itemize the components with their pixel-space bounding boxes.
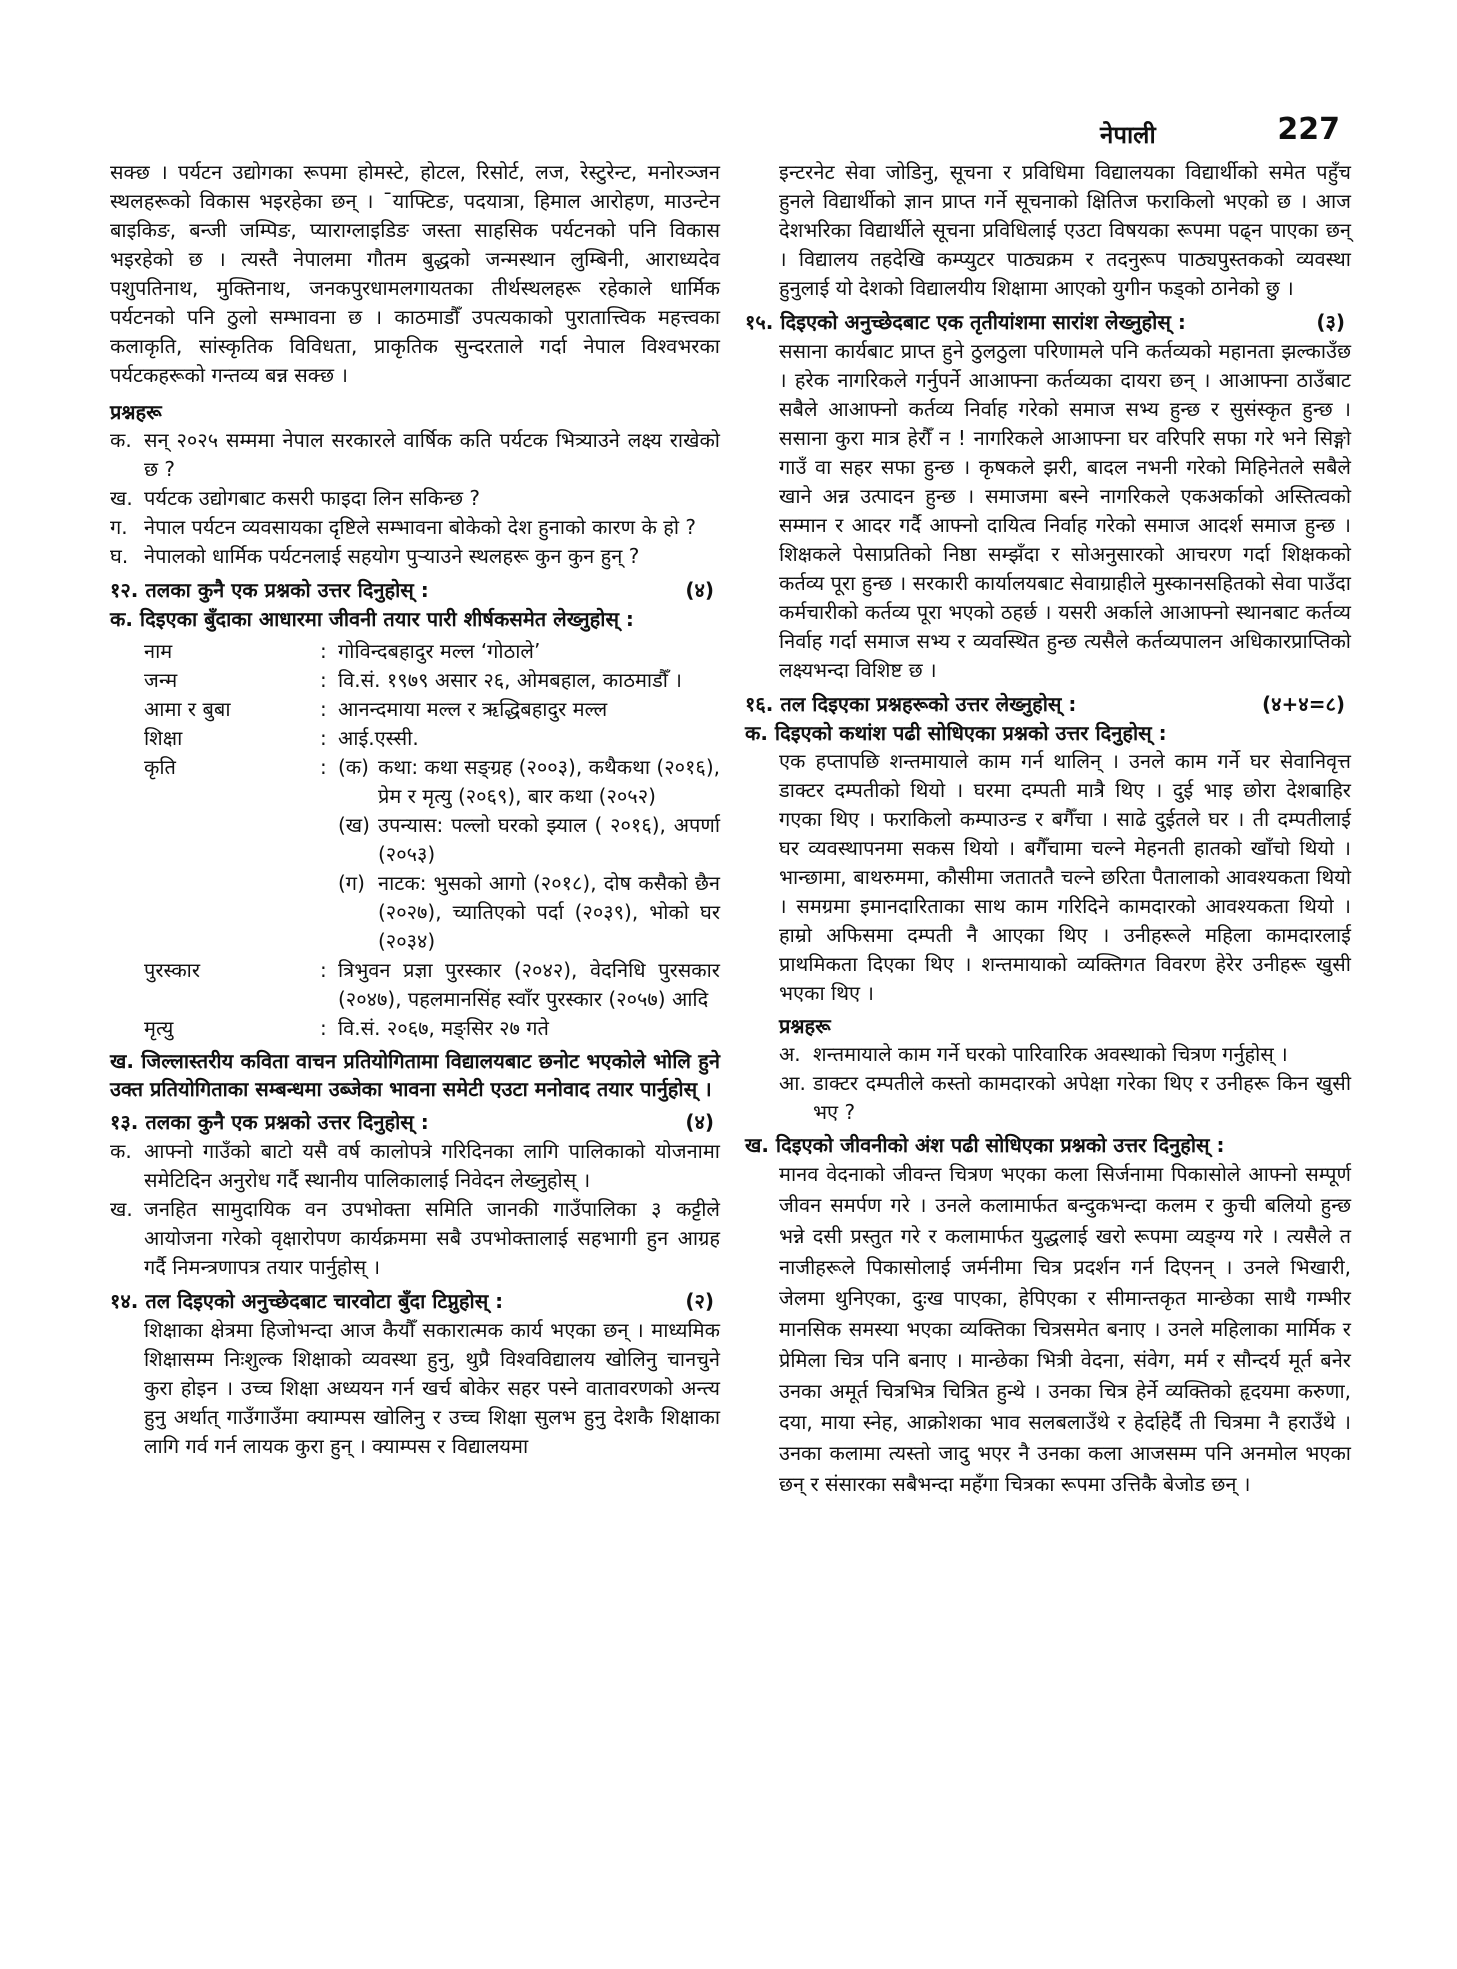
list-item: घ. नेपालको धार्मिक पर्यटनलाई सहयोग पुऱ्याउने स्थलहरू कुन कुन हुन् ? (110, 544, 640, 568)
tourism-questions (110, 426, 720, 571)
bio-row-works-drama: (ग) नाटक: भुसको आगो (२०१८), दोष कसैको छैन (२०२७), च्यातिएको पर्दा (२०३९), भोको घर (२०३४) (338, 871, 720, 953)
bio-row-birth: जन्म : वि.सं. १९७९ असार २६, ओमबहाल, काठमाडौँ । (144, 668, 682, 692)
marks-label: (४) (685, 578, 714, 602)
marks-label: (२) (685, 1289, 714, 1313)
question-16b: ख. दिइएको जीवनीको अंश पढी सोधिएका प्रश्नको उत्तर दिनुहोस् : (745, 1133, 1225, 1157)
bio-row-death: मृत्यु : वि.सं. २०६७, मङ्सिर २७ गते (144, 1016, 549, 1040)
list-item: क. सन् २०२५ सम्ममा नेपाल सरकारले वार्षिक कति पर्यटक भित्र्याउने लक्ष्य राखेको छ ? (110, 428, 720, 481)
subject-title: नेपाली (1100, 121, 1156, 149)
list-item: क. आफ्नो गाउँको बाटो यसै वर्ष कालोपत्रे गरिदिनका लागि पालिकाको योजनामा समेटिदिन अनुरोध गर्दै स्थानीय पालिकालाई निवेदन लेख्नुहोस् । (110, 1139, 720, 1192)
question-16a-questions (779, 1040, 1351, 1127)
question-15-heading: १५. दिइएको अनुच्छेदबाट एक तृतीयांशमा सारांश लेख्नुहोस् : (३) (745, 307, 1351, 337)
bio-row-works: कृति : (क) कथा: कथा सङ्ग्रह (२००३), कथैकथा (२०१६), प्रेम र मृत्यु (२०६९), बार कथा (२०५२) (144, 755, 720, 808)
list-item: ख. जनहित सामुदायिक वन उपभोक्ता समिति जानकी गाउँपालिका ३ कट्टीले आयोजना गरेको वृक्षारोपण कार्यक्रममा सबै उपभोक्तालाई सहभागी हुन आग्रह गर्दै निमन्त्रणापत्र तयार पार्नुहोस् । (110, 1197, 720, 1279)
marks-label: (३) (1316, 310, 1345, 334)
question-16a: क. दिइएको कथांश पढी सोधिएका प्रश्नको उत्तर दिनुहोस् : (745, 721, 1167, 745)
bio-row-works-novel: (ख) उपन्यास: पल्लो घरको झ्याल ( २०१६), अपर्णा (२०५३) (338, 813, 720, 866)
question-14-passage: शिक्षाका क्षेत्रमा हिजोभन्दा आज कैयौँ सकारात्मक कार्य भएका छन् । माध्यमिक शिक्षासम्म निःशुल्क शिक्षाको व्यवस्था हुनु, थुप्रै विश्वविद्यालय खोलिनु चानचुने कुरा होइन । उच्च शिक्षा अध्ययन गर्न खर्च बोकेर सहर पस्ने वातावरणको अन्त्य हुनु अर्थात् गाउँगाउँमा क्याम्पस खोलिनु र उच्च शिक्षा सुलभ हुनु देशकै शिक्षाका लागि गर्व गर्न लायक कुरा हुन् । क्याम्पस र विद्यालयमा (144, 1318, 720, 1458)
question-14-heading: १४. तल दिइएको अनुच्छेदबाट चारवोटा बुँदा टिप्नुहोस् : (२) (110, 1286, 720, 1316)
list-item: ख. पर्यटक उद्योगबाट कसरी फाइदा लिन सकिन्छ ? (110, 486, 480, 510)
page-number: 227 (1277, 112, 1340, 147)
marks-label: (४+४=८) (1262, 692, 1345, 716)
continued-passage: इन्टरनेट सेवा जोडिनु, सूचना र प्रविधिमा विद्यालयका विद्यार्थीको समेत पहुँच हुनले विद्यार्थीको ज्ञान प्राप्त गर्ने सूचनाको क्षितिज फराकिलो भएको छ । आज देशभरिका विद्यार्थीले सूचना प्रविधिलाई एउटा विषयका रूपमा पढ्न पाएका छन् । विद्यालय तहदेखि कम्प्युटर पाठ्यक्रम र तदनुरूप पाठ्यपुस्तकको व्यवस्था हुनुलाई यो देशको विद्यालयीय शिक्षामा आएको युगीन फड्को ठानेको छु । (779, 160, 1351, 300)
tourism-passage: सक्छ । पर्यटन उद्योगका रूपमा होमस्टे, होटल, रिसोर्ट, लज, रेस्टुरेन्ट, मनोरञ्जन स्थलहरूको विकास भइरहेका छन् । ¯याफ्टिङ, पदयात्रा, हिमाल आरोहण, माउन्टेन बाइकिङ, बन्जी जम्पिङ, प्याराग्लाइडिङ जस्ता साहसिक पर्यटनको पनि विकास भइरहेको छ । त्यस्तै नेपालमा गौतम बुद्धको जन्मस्थान लुम्बिनी, आराध्यदेव पशुपतिनाथ, मुक्तिनाथ, जनकपुरधामलगायतका तीर्थस्थलहरू रहेकाले धार्मिक पर्यटनको पनि ठुलो सम्भावना छ । काठमाडौँ उपत्यकाको पुरातात्त्विक महत्त्वका कलाकृति, सांस्कृतिक विविधता, प्राकृतिक सुन्दरताले गर्दा नेपाल विश्वभरका पर्यटकहरूको गन्तव्य बन्न सक्छ । (110, 160, 720, 387)
question-16a-passage: एक हप्तापछि शन्तमायाले काम गर्न थालिन् । उनले काम गर्ने घर सेवानिवृत्त डाक्टर दम्पतीको थियो । घरमा दम्पती मात्रै थिए । दुई भाइ छोरा देशबाहिर गएका थिए । फराकिलो कम्पाउन्ड र बगैँचा । साढे दुईतले घर । ती दम्पतीलाई घर व्यवस्थापनमा सकस थियो । बगैँचामा चल्ने मेहनती हातको खाँचो थियो । भान्छामा, बाथरुममा, कौसीमा जताततै चल्ने छरिता पैतालाको आवश्यकता थियो । समग्रमा इमानदारिताका साथ काम गरिदिने कामदारको आवश्यकता थियो । हाम्रो अफिसमा दम्पती नै आएका थिए । उनीहरूले महिला कामदारलाई प्राथमिकता दिएका थिए । शन्तमायाको व्यक्तिगत विवरण हेरेर उनीहरू खुसी भएका थिए । (779, 749, 1351, 1005)
questions-label: प्रश्नहरू (110, 400, 162, 424)
bio-row-awards: पुरस्कार : त्रिभुवन प्रज्ञा पुरस्कार (२०४२), वेदनिधि पुरसकार (२०४७), पहलमानसिंह स्वाँर पुरस्कार (२०५७) आदि (144, 958, 720, 1011)
questions-label: प्रश्नहरू (779, 1014, 831, 1038)
biography-table (144, 637, 720, 1043)
left-column (110, 158, 720, 1461)
list-item: अ. शन्तमायाले काम गर्ने घरको पारिवारिक अवस्थाको चित्रण गर्नुहोस् । (779, 1042, 1288, 1066)
question-12a: क. दिइएका बुँदाका आधारमा जीवनी तयार पारी शीर्षकसमेत लेख्नुहोस् : (110, 607, 634, 631)
question-16-heading: १६. तल दिइएका प्रश्नहरूको उत्तर लेख्नुहोस् : (४+४=८) (745, 689, 1351, 719)
right-column (745, 158, 1351, 1500)
question-12-heading: १२. तलका कुनै एक प्रश्नको उत्तर दिनुहोस् : (४) (110, 575, 720, 605)
question-16b-passage: मानव वेदनाको जीवन्त चित्रण भएका कला सिर्जनामा पिकासोले आफ्नो सम्पूर्ण जीवन समर्पण गरे । उनले कलामार्फत बन्दुकभन्दा कलम र कुची बलियो हुन्छ भन्ने दसी प्रस्तुत गरे र कलामार्फत युद्धलाई खरो रूपमा व्यङ्ग्य गरे । त्यसैले त नाजीहरूले पिकासोलाई जर्मनीमा चित्र प्रदर्शन गर्न दिएनन् । उनले भिखारी, जेलमा थुनिएका, दुःख पाएका, हेपिएका र सीमान्तकृत मान्छेका साथै गम्भीर मानसिक समस्या भएका व्यक्तिका चित्रसमेत बनाए । उनले महिलाका मार्मिक र प्रेमिला चित्र पनि बनाए । मान्छेका भित्री वेदना, संवेग, मर्म र सौन्दर्य मूर्त बनेर उनका अमूर्त चित्रभित्र चित्रित हुन्थे । उनका चित्र हेर्ने व्यक्तिको हृदयमा करुणा, दया, माया स्नेह, आक्रोशका भाव सलबलाउँथे र हेर्दाहेर्दै ती चित्रमा नै हराउँथे । उनका कलामा त्यस्तो जादु भएर नै उनका कला आजसम्म पनि अनमोल भएका छन् र संसारका सबैभन्दा महँगा चित्रका रूपमा उत्तिकै बेजोड छन् । (779, 1162, 1351, 1496)
question-13-items (110, 1137, 720, 1282)
question-13-heading: १३. तलका कुनै एक प्रश्नको उत्तर दिनुहोस् : (४) (110, 1107, 720, 1137)
list-item: ग. नेपाल पर्यटन व्यवसायका दृष्टिले सम्भावना बोकेको देश हुनाको कारण के हो ? (110, 515, 696, 539)
question-15-passage: ससाना कार्यबाट प्राप्त हुने ठुलठुला परिणामले पनि कर्तव्यको महानता झल्काउँछ । हरेक नागरिकले गर्नुपर्ने आआफ्ना कर्तव्यका दायरा छन् । आआफ्ना ठाउँबाट सबैले आआफ्नो कर्तव्य निर्वाह गरेको समाज सभ्य हुन्छ र सुसंस्कृत हुन्छ । ससाना कुरा मात्र हेरौँ न ! नागरिकले आआफ्ना घर वरिपरि सफा गरे भने सिङ्गो गाउँ वा सहर सफा हुन्छ । कृषकले झरी, बादल नभनी गरेको मिहिनेतले सबैले खाने अन्न उत्पादन हुन्छ । समाजमा बस्ने नागरिकले एकअर्काको अस्तित्वको सम्मान र आदर गर्दै आफ्नो दायित्व निर्वाह गरेको समाज आदर्श समाज हुन्छ । शिक्षकले पेसाप्रतिको निष्ठा सम्झँदा र सोअनुसारको आचरण गर्दा शिक्षकको कर्तव्य पूरा हुन्छ । सरकारी कार्यालयबाट सेवाग्राहीले मुस्कानसहितको सेवा पाउँदा कर्मचारीको कर्तव्य पूरा भएको ठहर्छ । यसरी अर्काले आआफ्नो स्थानबाट कर्तव्य निर्वाह गर्दा समाज सभ्य र व्यवस्थित हुन्छ त्यसैले कर्तव्यपालन अधिकारप्राप्तिको लक्ष्यभन्दा विशिष्ट छ । (779, 339, 1351, 682)
page-header (1080, 112, 1340, 152)
bio-row-name: नाम : गोविन्दबहादुर मल्ल ‘गोठाले’ (144, 639, 541, 663)
bio-row-education: शिक्षा : आई.एस्सी. (144, 726, 419, 750)
marks-label: (४) (685, 1110, 714, 1134)
question-12b: ख. जिल्लास्तरीय कविता वाचन प्रतियोगितामा विद्यालयबाट छनोट भएकोले भोलि हुने उक्त प्रतियोगिताका सम्बन्धमा उब्जेका भावना समेटी एउटा मनोवाद तयार पार्नुहोस् । (110, 1049, 720, 1101)
list-item: आ. डाक्टर दम्पतीले कस्तो कामदारको अपेक्षा गरेका थिए र उनीहरू किन खुसी भए ? (779, 1071, 1351, 1124)
bio-row-parents: आमा र बुबा : आनन्दमाया मल्ल र ऋद्धिबहादुर मल्ल (144, 697, 608, 721)
